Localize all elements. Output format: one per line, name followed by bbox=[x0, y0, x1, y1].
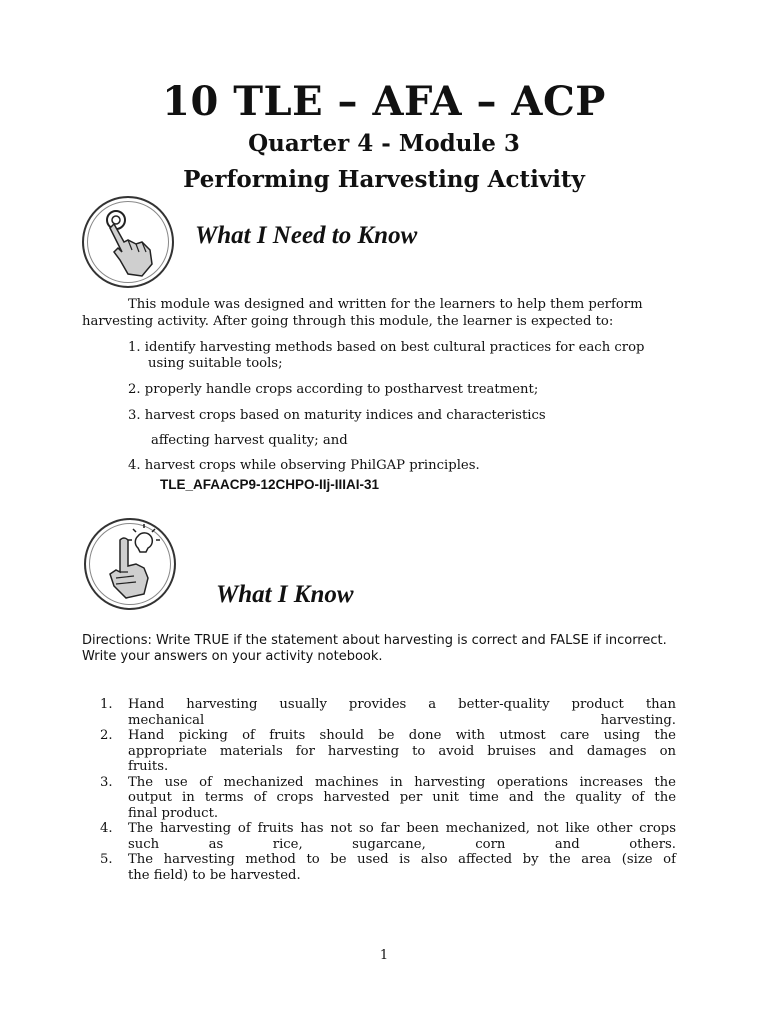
question-item: 2. Hand picking of fruits should be done with utmost care using the appropriate materials for harvesting to avoid bruises and damages on fruits. bbox=[100, 728, 676, 774]
question-item: 1. Hand harvesting usually provides a better-quality product than mechanical harvesting. bbox=[100, 697, 676, 728]
objective-4: 4. harvest crops while observing PhilGAP principles. bbox=[128, 458, 480, 473]
page-number: 1 bbox=[379, 948, 389, 963]
intro-paragraph: This module was designed and written for the learners to help them perform harvesting activity. After going through this module, the learner is expected to: bbox=[82, 297, 643, 329]
competency-code: TLE_AFAACP9-12CHPO-IIj-IIIAI-31 bbox=[160, 477, 380, 492]
objective-2: 2. properly handle crops according to postharvest treatment; bbox=[128, 382, 539, 397]
idea-finger-icon bbox=[84, 518, 176, 610]
quarter-module: Quarter 4 - Module 3 bbox=[248, 130, 520, 157]
question-list bbox=[100, 697, 676, 883]
directions-text: Directions: Write TRUE if the statement about harvesting is correct and FALSE if incorrect. Write your answers on your activity notebook. bbox=[82, 633, 667, 664]
pointing-hand-icon bbox=[82, 196, 174, 288]
objective-1: 1. identify harvesting methods based on best cultural practices for each crop using suitable tools; bbox=[128, 340, 645, 371]
module-title: Performing Harvesting Activity bbox=[183, 166, 585, 193]
document-title: 10 TLE – AFA – ACP bbox=[162, 78, 606, 125]
what-i-need-to-know-heading: What I Need to Know bbox=[195, 222, 418, 249]
question-item: 4. The harvesting of fruits has not so far been mechanized, not like other crops such as rice, sugarcane, corn and others. bbox=[100, 821, 676, 852]
question-item: 5. The harvesting method to be used is also affected by the area (size of the field) to be harvested. bbox=[100, 852, 676, 883]
what-i-know-heading: What I Know bbox=[216, 581, 354, 608]
question-item: 3. The use of mechanized machines in harvesting operations increases the output in terms of crops harvested per unit time and the quality of the final product. bbox=[100, 774, 676, 821]
objective-3: 3. harvest crops based on maturity indices and characteristics affecting harvest quality; and bbox=[128, 408, 546, 448]
